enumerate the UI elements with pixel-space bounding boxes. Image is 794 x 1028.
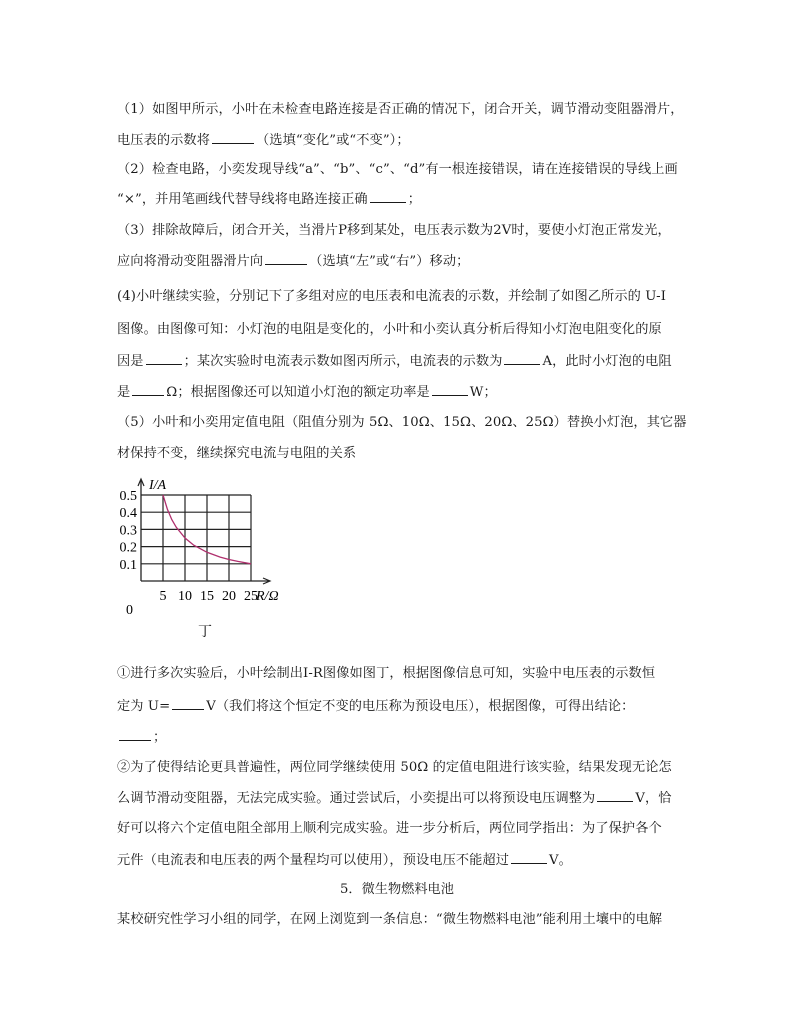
q4-current-blank[interactable] (504, 352, 540, 365)
q4-line3 (117, 352, 672, 371)
chart-grid (141, 495, 251, 581)
sub2-line2 (117, 789, 672, 808)
y-tick-label: 0.3 (119, 523, 137, 539)
sub1-text-c: ； (153, 730, 167, 745)
sub2-max-blank[interactable] (511, 851, 547, 864)
origin-label: 0 (126, 603, 133, 618)
q2-answer-blank[interactable] (370, 190, 406, 203)
q4-text-b: ；某次实验时电流表示数如图丙所示，电流表的示数为 (183, 354, 503, 369)
sub1-line2 (117, 697, 634, 716)
q4-power-blank[interactable] (432, 383, 468, 396)
q1-line2 (117, 131, 410, 150)
x-tick-label: 15 (200, 589, 214, 604)
y-tick-label: 0.5 (119, 489, 137, 504)
x-axis-label: R/Ω (256, 589, 279, 604)
sub1-line1: ①进行多次实验后，小叶绘制出I-R图像如图丁，根据图像信息可知，实验中电压表的示数恒 (117, 666, 656, 681)
section5-line1: 某校研究性学习小组的同学，在网上浏览到一条信息：“微生物燃料电池”能利用土壤中的电解 (117, 912, 663, 927)
q3-text-b: （选填“左”或“右”）移动； (309, 254, 470, 269)
q5-line2: 材保持不变，继续探究电流与电阻的关系 (117, 446, 357, 461)
q1-line1: （1）如图甲所示，小叶在未检查电路连接是否正确的情况下，闭合开关，调节滑动变阻器滑片， (117, 102, 684, 117)
sub2-preset-blank[interactable] (597, 789, 633, 802)
sub1-text-b: V（我们将这个恒定不变的电压称为预设电压），根据图像，可得出结论： (206, 699, 635, 714)
sub1-conclusion-blank[interactable] (119, 728, 151, 741)
sub2-text-b: V，恰 (635, 791, 672, 806)
q4-reason-blank[interactable] (146, 352, 182, 365)
q2-line1: （2）检查电路，小奕发现导线“a”、“b”、“c”、“d”有一根连接错误，请在连接错误的导线上画 (117, 162, 678, 177)
i-r-chart (115, 472, 295, 642)
q2-text-b: ； (407, 192, 422, 207)
q3-line2 (117, 252, 469, 271)
sub2-line1: ②为了使得结论更具普遍性，两位同学继续使用 50Ω 的定值电阻进行该实验，结果发现无论怎 (117, 760, 672, 775)
sub1-voltage-blank[interactable] (172, 697, 204, 710)
q4-resistance-blank[interactable] (132, 383, 164, 396)
q4-line1: (4)小叶继续实验，分别记下了多组对应的电压表和电流表的示数，并绘制了如图乙所示的 U-I (117, 289, 667, 304)
y-tick-label: 0.1 (119, 557, 137, 573)
x-tick-label: 25 (244, 589, 258, 604)
q4-text-a: 因是 (117, 354, 144, 369)
x-tick-label: 5 (159, 589, 167, 604)
q2-text-a: “×”，并用笔画线代替导线将电路连接正确 (117, 192, 368, 207)
q2-line2 (117, 190, 421, 209)
sub1-line3 (117, 728, 166, 747)
q4-text-d: 是 (117, 385, 131, 400)
x-tick-label: 20 (222, 589, 236, 604)
x-tick-label: 10 (178, 589, 192, 604)
q4-line4 (117, 383, 497, 402)
q1-answer-blank[interactable] (212, 131, 254, 144)
y-tick-label: 0.4 (119, 506, 137, 522)
figure-caption: 丁 (198, 625, 212, 640)
q1-text-a: 电压表的示数将 (117, 133, 211, 148)
q5-line1: （5）小叶和小奕用定值电阻（阻值分别为 5Ω、10Ω、15Ω、20Ω、25Ω）替换小灯泡，其它器 (117, 415, 687, 430)
sub2-text-a: 么调节滑动变阻器，无法完成实验。通过尝试后，小奕提出可以将预设电压调整为 (117, 791, 596, 806)
section-heading: 5．微生物燃料电池 (340, 882, 454, 897)
q4-text-f: W； (469, 385, 497, 400)
q4-text-c: A，此时小灯泡的电阻 (542, 354, 672, 369)
sub2-text-d: V。 (549, 853, 572, 868)
q1-text-b: （选填“变化”或“不变”）； (256, 133, 410, 148)
y-axis-label: I/A (149, 478, 167, 493)
q3-text-a: 应向将滑动变阻器滑片向 (117, 254, 264, 269)
sub2-text-c: 元件（电流表和电压表的两个量程均可以使用），预设电压不能超过 (117, 853, 510, 868)
q3-line1: （3）排除故障后，闭合开关，当滑片P移到某处，电压表示数为2V时，要使小灯泡正常发光， (117, 223, 671, 238)
q4-text-e: Ω；根据图像还可以知道小灯泡的额定功率是 (166, 385, 430, 400)
sub1-text-a: 定为 U= (117, 699, 171, 714)
q3-answer-blank[interactable] (265, 252, 307, 265)
sub2-line4 (117, 851, 572, 870)
sub2-line3: 好可以将六个定值电阻全部用上顺利完成实验。进一步分析后，两位同学指出：为了保护各个 (117, 821, 662, 836)
q4-line2: 图像。由图像可知：小灯泡的电阻是变化的，小叶和小奕认真分析后得知小灯泡电阻变化的原 (117, 322, 662, 337)
y-tick-label: 0.2 (119, 540, 137, 556)
